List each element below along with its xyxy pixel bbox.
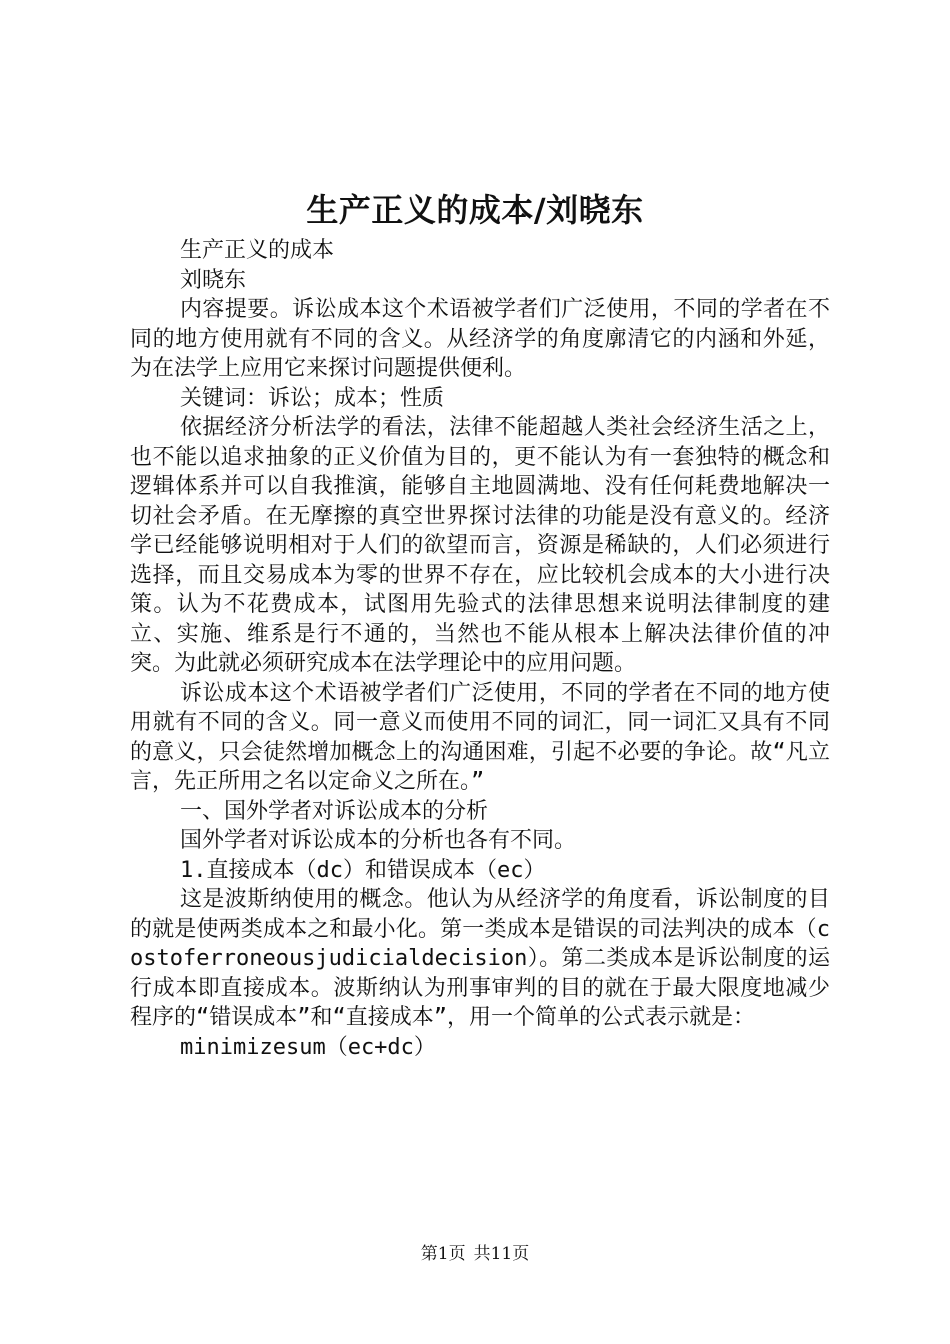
document-title: 生产正义的成本/刘晓东 xyxy=(306,191,644,229)
subsection-heading: 1.直接成本（dc）和错误成本（ec） xyxy=(180,857,546,883)
body-paragraph: 诉讼成本这个术语被学者们广泛使用，不同的学者在不同的地方使用就有不同的含义。同一意义而使用不同的词汇，同一词汇又具有不同的意义，只会徒然增加概念上的沟通困难，引起不必要的争论。故“凡立言，先正所用之名以定命义之所在。” xyxy=(130,680,830,794)
page-number: 第1页 xyxy=(420,1244,466,1264)
section-heading: 一、国外学者对诉讼成本的分析 xyxy=(180,798,489,824)
author-paragraph: 刘晓东 xyxy=(180,267,247,293)
body-paragraph: 这是波斯纳使用的概念。他认为从经济学的角度看，诉讼制度的目的就是使两类成本之和最小化。第一类成本是错误的司法判决的成本（costoferroneousjudicialdecision）。第二类成本是诉讼制度的运行成本即直接成本。波斯纳认为刑事审判的目的就在于最大限度地减少程序的“错误成本”和“直接成本”，用一个简单的公式表示就是： xyxy=(130,887,830,1030)
body-paragraph: 国外学者对诉讼成本的分析也各有不同。 xyxy=(180,828,577,853)
formula-paragraph: minimizesum（ec+dc） xyxy=(180,1034,436,1060)
page-total: 共11页 xyxy=(473,1244,530,1264)
keywords-paragraph: 关键词：诉讼；成本；性质 xyxy=(180,385,445,411)
subtitle-paragraph: 生产正义的成本 xyxy=(180,238,335,263)
body-paragraph: 依据经济分析法学的看法，法律不能超越人类社会经济生活之上，也不能以追求抽象的正义价值为目的，更不能认为有一套独特的概念和逻辑体系并可以自我推演，能够自主地圆满地、没有任何耗费地解决一切社会矛盾。在无摩擦的真空世界探讨法律的功能是没有意义的。经济学已经能够说明相对于人们的欲望而言，资源是稀缺的，人们必须进行选择，而且交易成本为零的世界不存在，应比较机会成本的大小进行决策。认为不花费成本，试图用先验式的法律思想来说明法律制度的建立、实施、维系是行不通的，当然也不能从根本上解决法律价值的冲突。为此就必须研究成本在法学理论中的应用问题。 xyxy=(130,415,830,676)
page-footer xyxy=(0,1243,950,1265)
abstract-paragraph: 内容提要。诉讼成本这个术语被学者们广泛使用，不同的学者在不同的地方使用就有不同的含义。从经济学的角度廓清它的内涵和外延，为在法学上应用它来探讨问题提供便利。 xyxy=(130,297,830,381)
document-body xyxy=(130,236,830,1062)
